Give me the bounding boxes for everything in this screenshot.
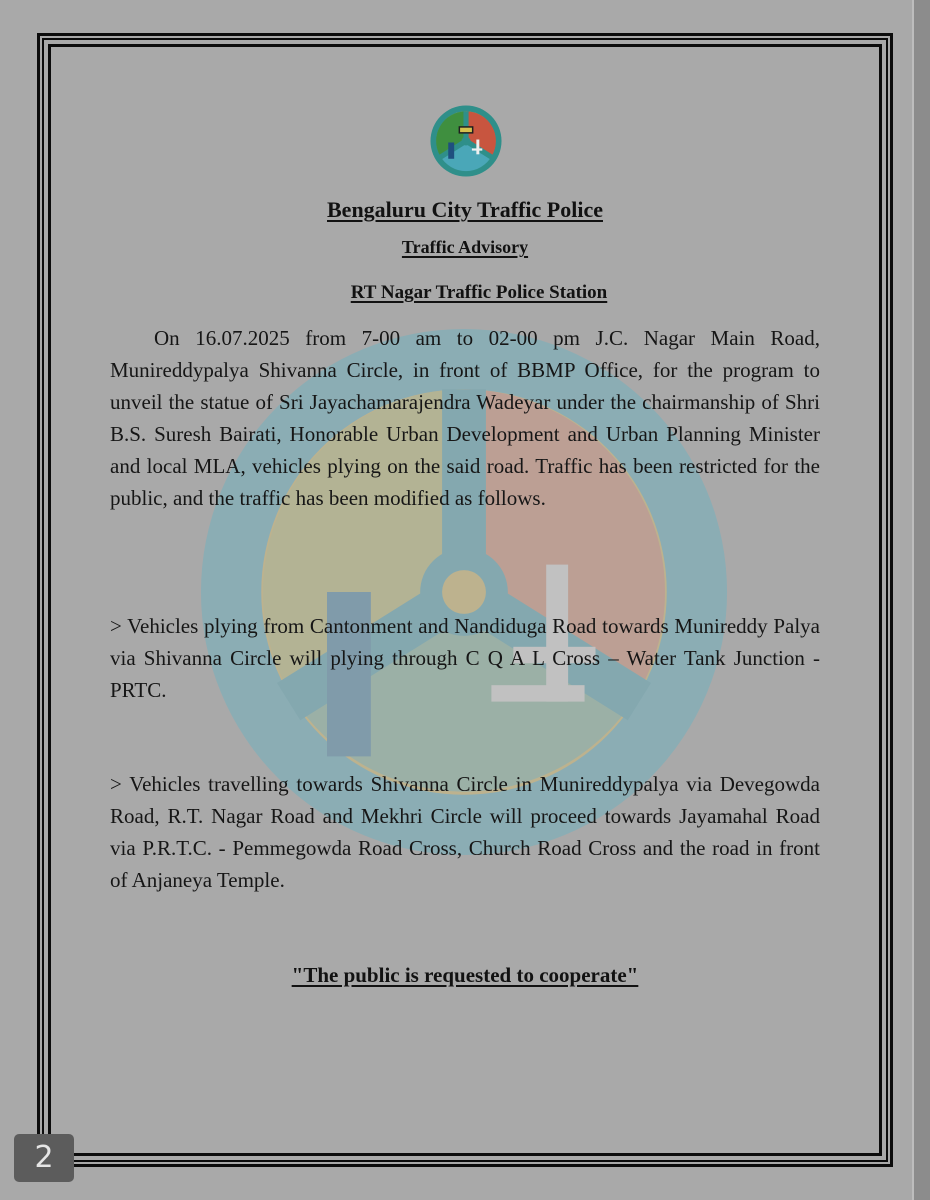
advisory-paragraph-intro: On 16.07.2025 from 7-00 am to 02-00 pm J.C. Nagar Main Road, Munireddypalya Shivanna Circle, in front of BBMP Office, for the program to unveil the statue of Sri Jayachamarajendra Wadeyar under the chairmanship of Shri B.S. Suresh Bairati, Honorable Urban Development and Urban Planning Minister and local MLA, vehicles plying on the said road. Traffic has been restricted for the public, and the traffic has been modified as follows. [110,326,820,510]
viewer-scroll-edge[interactable] [912,0,930,1200]
organization-heading: Bengaluru City Traffic Police [327,197,603,222]
advisory-paragraph-diversion-1: > Vehicles plying from Cantonment and Nandiduga Road towards Munireddy Palya via Shivanna Circle will plying through C Q A L Cross – Water Tank Junction - PRTC. [110,614,820,702]
page-number-badge: 2 [14,1134,74,1182]
police-station-heading: RT Nagar Traffic Police Station [350,282,608,303]
closing-request: "The public is requested to cooperate" [291,963,639,987]
police-emblem-logo-icon [429,104,503,178]
advisory-title: Traffic Advisory [401,237,529,257]
advisory-paragraph-diversion-2: > Vehicles travelling towards Shivanna Circle in Munireddypalya via Devegowda Road, R.T. Nagar Road and Mekhri Circle will proceed towards Jayamahal Road via P.R.T.C. - Pemmegowda Road Cross, Church Road Cross and the road in front of Anjaneya Temple. [110,772,820,892]
